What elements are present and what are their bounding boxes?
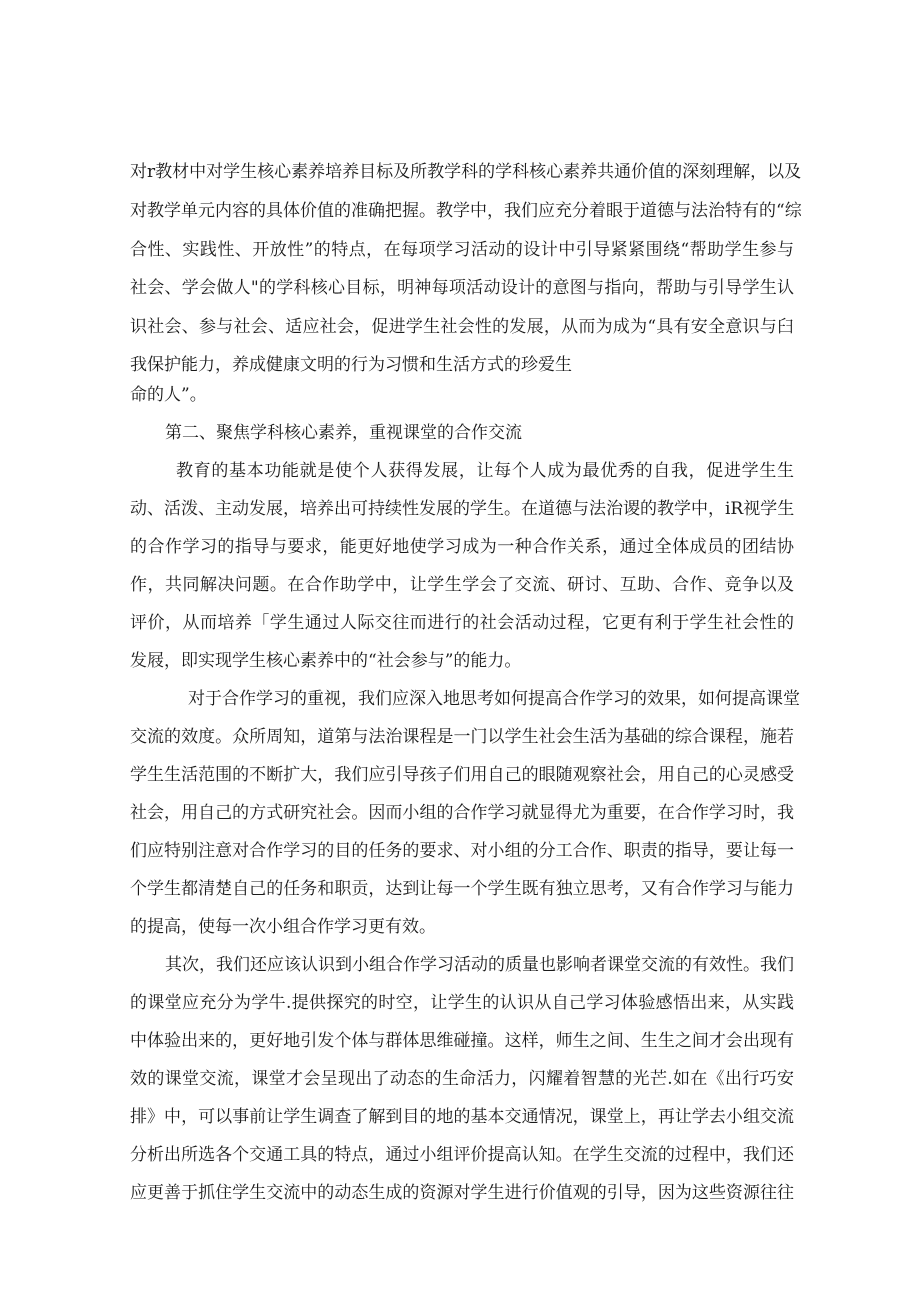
paragraph-line: 应更善于抓住学生交流中的动态生成的资源对学生进行价值观的引导，因为这些资源往往	[130, 1183, 794, 1203]
paragraph-line: 我保护能力，养成健康文明的行为习惯和生活方式的珍爱生	[130, 355, 572, 375]
paragraph-line: 的课堂应充分为学牛.提供探究的时空，让学生的认识从自己学习体验感悟出来，从实践	[130, 993, 794, 1013]
paragraph-line: 的合作学习的指导与要求，能更好地使学习成为一种合作关系，通过全体成员的团结协	[130, 537, 794, 557]
paragraph-line: 交流的效度。众所周知，道第与法治课程是一门以学生社会生活为基础的综合课程，施若	[130, 727, 794, 747]
paragraph-line: 合性、实践性、开放性”的特点，在每项学习活动的设计中引导紧紧围绕“帮助学生参与	[130, 240, 794, 260]
paragraph-line: 中体验出来的，更好地引发个体与群体思维碰撞。这样，师生之间、生生之间才会出现有	[130, 1031, 794, 1051]
paragraph-line: 社会，用自己的方式研究社会。因而小组的合作学习就显得尤为重要，在合作学习时，我	[130, 803, 794, 823]
paragraph-line: 教育的基本功能就是使个人获得发展，让每个人成为最优秀的自我，促进学生生	[176, 461, 794, 481]
paragraph-line: 排》中，可以事前让学生调查了解到目的地的基本交通情况，课堂上，再让学去小组交流	[130, 1107, 794, 1127]
paragraph-line: 分析出所选各个交通工具的特点，通过小组评价提高认知。在学生交流的过程中，我们还	[130, 1145, 794, 1165]
paragraph-line: 识社会、参与社会、适应社会，促进学生社会性的发展，从而为成为“具有安全意识与臼	[130, 317, 794, 337]
paragraph-line: 作，共同解决问题。在合作助学中，让学生学会了交流、研讨、互助、合作、竞争以及	[130, 575, 794, 595]
paragraph-line: 对于合作学习的重视，我们应深入地思考如何提高合作学习的效果，如何提高课堂	[188, 689, 800, 709]
paragraph-line: 命的人”。	[130, 385, 207, 405]
paragraph-line: 学生生活范围的不断扩大，我们应引导孩子们用自己的眼随观察社会，用自己的心灵感受	[130, 765, 794, 785]
paragraph-line: 个学生都清楚自己的任务和职贡，达到让每一个学生既有独立思考，又有合作学习与能力	[130, 879, 794, 899]
paragraph-line: 们应特别注意对合作学习的目的任务的要求、对小组的分工合作、职责的指导，要让每一	[130, 841, 794, 861]
paragraph-line: 发屐，即实现学生核心素养中的“社会参与”的能力。	[130, 651, 522, 671]
section-heading: 第二、聚焦学科核心素养，重视课堂的合作交流	[165, 423, 522, 443]
paragraph-line: 其次，我们还应该认识到小组合作学习活动的质量也影响者课堂交流的有效性。我们	[165, 955, 794, 975]
paragraph-line: 的提高，使每一次小组合作学习更有效。	[130, 917, 436, 937]
paragraph-line: 对r教材中对学生核心素养培养目标及所教学科的学科核心素养共通价值的深刻理解，以及	[130, 162, 802, 182]
paragraph-line: 社会、学会做人"的学科核心目标，明神每项活动设计的意图与指向，帮助与引导学生认	[130, 278, 794, 298]
paragraph-line: 评价，从而培养「学生通过人际交往而进行的社会活动过程，它更有利于学生社会性的	[130, 613, 794, 633]
paragraph-line: 效的课堂交流，课堂才会呈现出了动态的生命活力，闪耀着智慧的光芒.如在《出行巧安	[130, 1069, 794, 1089]
paragraph-line: 对教学单元内容的具体价值的准确把握。教学中，我们应充分着眼于道德与法治特有的“综	[130, 201, 802, 221]
paragraph-line: 动、活泼、主动发展，培养出可持续性发展的学生。在道德与法治谡的教学中，iR视学生	[130, 499, 795, 519]
